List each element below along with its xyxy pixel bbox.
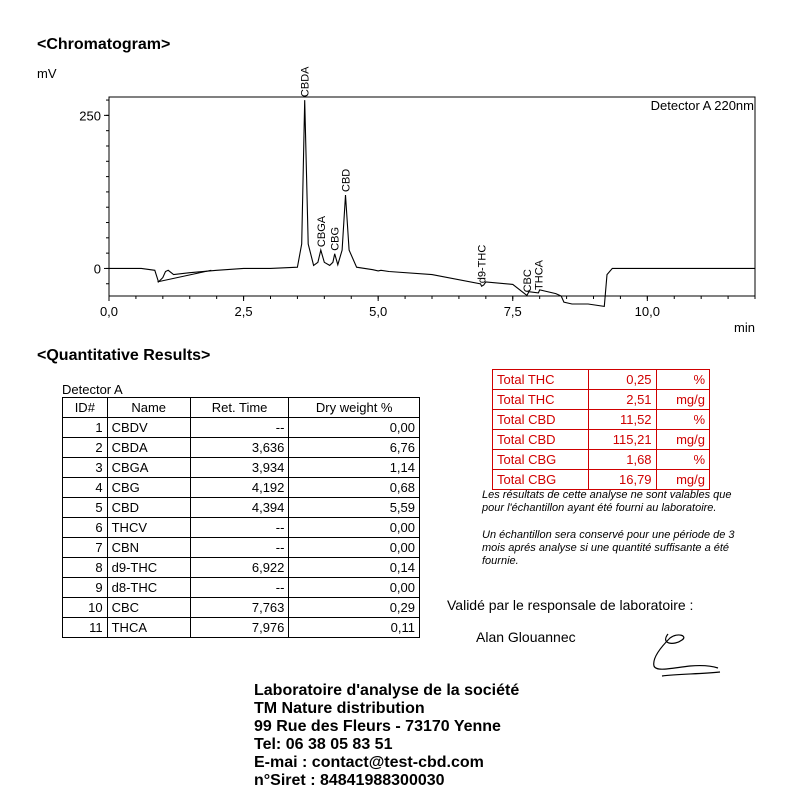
peak-label: CBC: [521, 269, 534, 293]
peak-label: CBDA: [299, 66, 312, 98]
x-tick-label: 5,0: [369, 304, 388, 319]
lab-distribution: TM Nature distribution: [254, 700, 425, 717]
summary-cell: Total CBG: [493, 470, 589, 490]
table-cell: 0,00: [289, 418, 420, 438]
summary-cell: 11,52: [589, 410, 656, 430]
table-cell: 8: [63, 558, 108, 578]
quant-header-cell: Ret. Time: [190, 398, 289, 418]
lab-company: Laboratoire d'analyse de la société: [254, 682, 520, 699]
note-validity: Les résultats de cette analyse ne sont valables que pour l'échantillon ayant été fourni au laboratoire.: [482, 489, 732, 514]
table-cell: CBDV: [107, 418, 190, 438]
table-cell: CBC: [107, 598, 190, 618]
x-axis-ticks: [100, 296, 755, 319]
table-cell: d9-THC: [107, 558, 190, 578]
chromatogram-chart: [0, 0, 802, 345]
summary-cell: mg/g: [656, 390, 709, 410]
summary-cell: %: [656, 370, 709, 390]
table-row: [63, 538, 420, 558]
summary-cell: Total THC: [493, 390, 589, 410]
peak-label: d9-THC: [476, 244, 489, 284]
table-row: [63, 558, 420, 578]
summary-cell: Total CBD: [493, 410, 589, 430]
y-tick-label: 250: [79, 108, 101, 124]
summary-cell: 16,79: [589, 470, 656, 490]
validator-name: Alan Glouannec: [476, 629, 576, 645]
table-cell: 3: [63, 458, 108, 478]
summary-row: [493, 450, 710, 470]
table-cell: 4,192: [190, 478, 289, 498]
quant-header-cell: ID#: [63, 398, 108, 418]
table-cell: THCA: [107, 618, 190, 638]
quant-heading: <Quantitative Results>: [37, 347, 211, 364]
chromatogram-marks: [109, 100, 755, 306]
summary-row: [493, 390, 710, 410]
table-cell: 11: [63, 618, 108, 638]
peak-labels: [300, 66, 546, 293]
summary-cell: 2,51: [589, 390, 656, 410]
peak-label: CBG: [329, 226, 342, 251]
table-cell: 6,922: [190, 558, 289, 578]
table-cell: 0,11: [289, 618, 420, 638]
table-cell: CBN: [107, 538, 190, 558]
table-cell: 7,763: [190, 598, 289, 618]
x-tick-label: 0,0: [99, 304, 119, 319]
quant-table-header: [63, 398, 420, 418]
table-cell: CBDA: [107, 438, 190, 458]
peak-label: CBGA: [315, 215, 328, 248]
y-axis-ticks: [79, 100, 109, 284]
table-cell: 5: [63, 498, 108, 518]
table-cell: THCV: [107, 518, 190, 538]
table-row: [63, 478, 420, 498]
table-cell: --: [190, 518, 289, 538]
summary-row: [493, 430, 710, 450]
plot-frame: [109, 97, 755, 296]
quant-table: [62, 397, 420, 638]
table-cell: --: [190, 538, 289, 558]
table-cell: 4: [63, 478, 108, 498]
summary-cell: Total THC: [493, 370, 589, 390]
summary-row: [493, 370, 710, 390]
quant-header-cell: Name: [107, 398, 190, 418]
table-cell: 1,14: [289, 458, 420, 478]
table-row: [63, 518, 420, 538]
table-row: [63, 498, 420, 518]
table-cell: 0,00: [289, 538, 420, 558]
summary-cell: mg/g: [656, 430, 709, 450]
detector-label: Detector A 220nm: [650, 98, 754, 113]
table-cell: CBD: [107, 498, 190, 518]
peak-label: THCA: [533, 259, 546, 290]
summary-row: [493, 410, 710, 430]
table-cell: 0,14: [289, 558, 420, 578]
signature-image: [638, 622, 733, 687]
table-cell: 3,934: [190, 458, 289, 478]
summary-cell: 1,68: [589, 450, 656, 470]
lab-phone: Tel: 06 38 05 83 51: [254, 736, 393, 753]
x-axis-unit: min: [734, 320, 755, 335]
y-tick-label: 0: [93, 261, 101, 277]
peak-label: CBD: [340, 168, 353, 192]
chromatogram-trace: [109, 100, 755, 306]
summary-cell: Total CBG: [493, 450, 589, 470]
table-cell: 3,636: [190, 438, 289, 458]
summary-cell: %: [656, 450, 709, 470]
table-cell: 10: [63, 598, 108, 618]
table-cell: CBG: [107, 478, 190, 498]
x-tick-label: 7,5: [503, 304, 522, 319]
table-row: [63, 458, 420, 478]
note-retention: Un échantillon sera conservé pour une période de 3 mois aprés analyse si une quantité suffisante a été fournie.: [482, 529, 735, 567]
table-cell: 9: [63, 578, 108, 598]
table-cell: 1: [63, 418, 108, 438]
table-cell: 4,394: [190, 498, 289, 518]
lab-address: 99 Rue des Fleurs - 73170 Yenne: [254, 718, 501, 735]
chromatogram-heading: <Chromatogram>: [37, 36, 171, 53]
table-cell: d8-THC: [107, 578, 190, 598]
table-cell: 5,59: [289, 498, 420, 518]
table-cell: 0,00: [289, 518, 420, 538]
table-row: [63, 618, 420, 638]
lab-email: E-mai : contact@test-cbd.com: [254, 754, 484, 771]
table-cell: 6: [63, 518, 108, 538]
table-row: [63, 578, 420, 598]
table-cell: 6,76: [289, 438, 420, 458]
quant-header-cell: Dry weight %: [289, 398, 420, 418]
table-cell: --: [190, 418, 289, 438]
table-cell: CBGA: [107, 458, 190, 478]
table-row: [63, 598, 420, 618]
summary-table: [492, 369, 710, 490]
summary-cell: 115,21: [589, 430, 656, 450]
summary-cell: %: [656, 410, 709, 430]
validation-text: Validé par le responsale de laboratoire :: [447, 597, 694, 613]
summary-cell: mg/g: [656, 470, 709, 490]
summary-cell: Total CBD: [493, 430, 589, 450]
y-axis-unit: mV: [37, 66, 57, 81]
x-tick-label: 2,5: [234, 304, 253, 319]
table-cell: 7: [63, 538, 108, 558]
x-tick-label: 10,0: [634, 304, 660, 319]
table-cell: 7,976: [190, 618, 289, 638]
table-row: [63, 438, 420, 458]
detector-name: Detector A: [62, 382, 123, 397]
summary-cell: 0,25: [589, 370, 656, 390]
table-cell: 2: [63, 438, 108, 458]
table-cell: 0,00: [289, 578, 420, 598]
lab-siret: n°Siret : 84841988300030: [254, 772, 445, 789]
table-cell: 0,68: [289, 478, 420, 498]
table-cell: --: [190, 578, 289, 598]
table-row: [63, 418, 420, 438]
summary-row: [493, 470, 710, 490]
table-cell: 0,29: [289, 598, 420, 618]
